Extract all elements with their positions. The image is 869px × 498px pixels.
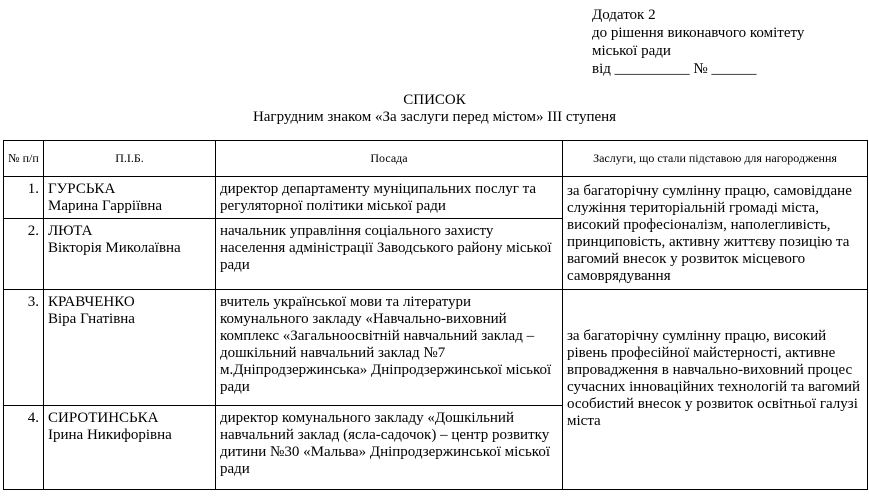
addendum-council: міської ради xyxy=(592,43,671,59)
row-num: 1. xyxy=(4,177,44,219)
row-position: вчитель української мови та літератури комунального закладу «Навчально-виховний комплекс «Загальноосвітній навчальний заклад – дошкільний навчальний заклад №7 м.Дніпродзержинська» Дніпродзержинської міської ради xyxy=(216,290,563,406)
row-surname: ЛЮТА xyxy=(48,223,93,239)
row-given-name: Вікторія Миколаївна xyxy=(48,240,181,256)
row-position: директор департаменту муніципальних послуг та регуляторної політики міської ради xyxy=(216,177,563,219)
row-num: 2. xyxy=(4,219,44,290)
table-row xyxy=(4,177,868,219)
row-name xyxy=(44,406,216,490)
list-title: СПИСОК xyxy=(403,92,466,108)
header-num: № п/п xyxy=(4,141,44,177)
header-merit: Заслуги, що стали підставою для нагородження xyxy=(563,141,868,177)
addendum-title: Додаток 2 xyxy=(592,7,656,23)
row-given-name: Марина Гарріївна xyxy=(48,198,163,214)
row-num: 4. xyxy=(4,406,44,490)
header-position: Посада xyxy=(216,141,563,177)
addendum-block xyxy=(592,6,804,78)
row-num: 3. xyxy=(4,290,44,406)
row-name xyxy=(44,290,216,406)
row-given-name: Ірина Никифорівна xyxy=(48,427,172,443)
table-header-row xyxy=(4,141,868,177)
row-name xyxy=(44,219,216,290)
table-row xyxy=(4,290,868,406)
row-merit: за багаторічну сумлінну працю, високий рівень професійної майстерності, активне впровадження в навчально-виховний процес сучасних інноваційних технологій та вагомий особистий внесок у розвиток освітньої галузі міста xyxy=(563,290,868,490)
row-name xyxy=(44,177,216,219)
row-position: директор комунального закладу «Дошкільний навчальний заклад (ясла-садочок) – центр розвитку дитини №30 «Мальва» Дніпродзержинської міської ради xyxy=(216,406,563,490)
row-merit: за багаторічну сумлінну працю, самовіддане служіння територіальній громаді міста, високий професіоналізм, наполегливість, принциповість, активну життєву позицію та вагомий внесок у розвиток місцевого самоврядування xyxy=(563,177,868,290)
header-name: П.І.Б. xyxy=(44,141,216,177)
row-surname: КРАВЧЕНКО xyxy=(48,294,135,310)
document-heading xyxy=(0,92,869,126)
row-surname: ГУРСЬКА xyxy=(48,181,116,197)
award-table xyxy=(3,140,868,490)
row-position: начальник управління соціального захисту населення адміністрації Заводського району міської ради xyxy=(216,219,563,290)
row-surname: СИРОТИНСЬКА xyxy=(48,410,159,426)
addendum-date-number: від __________ № ______ xyxy=(592,61,757,77)
row-given-name: Віра Гнатівна xyxy=(48,311,135,327)
list-subtitle: Нагрудним знаком «За заслуги перед містом» ІІІ ступеня xyxy=(252,109,617,125)
addendum-decision: до рішення виконавчого комітету xyxy=(592,25,805,41)
